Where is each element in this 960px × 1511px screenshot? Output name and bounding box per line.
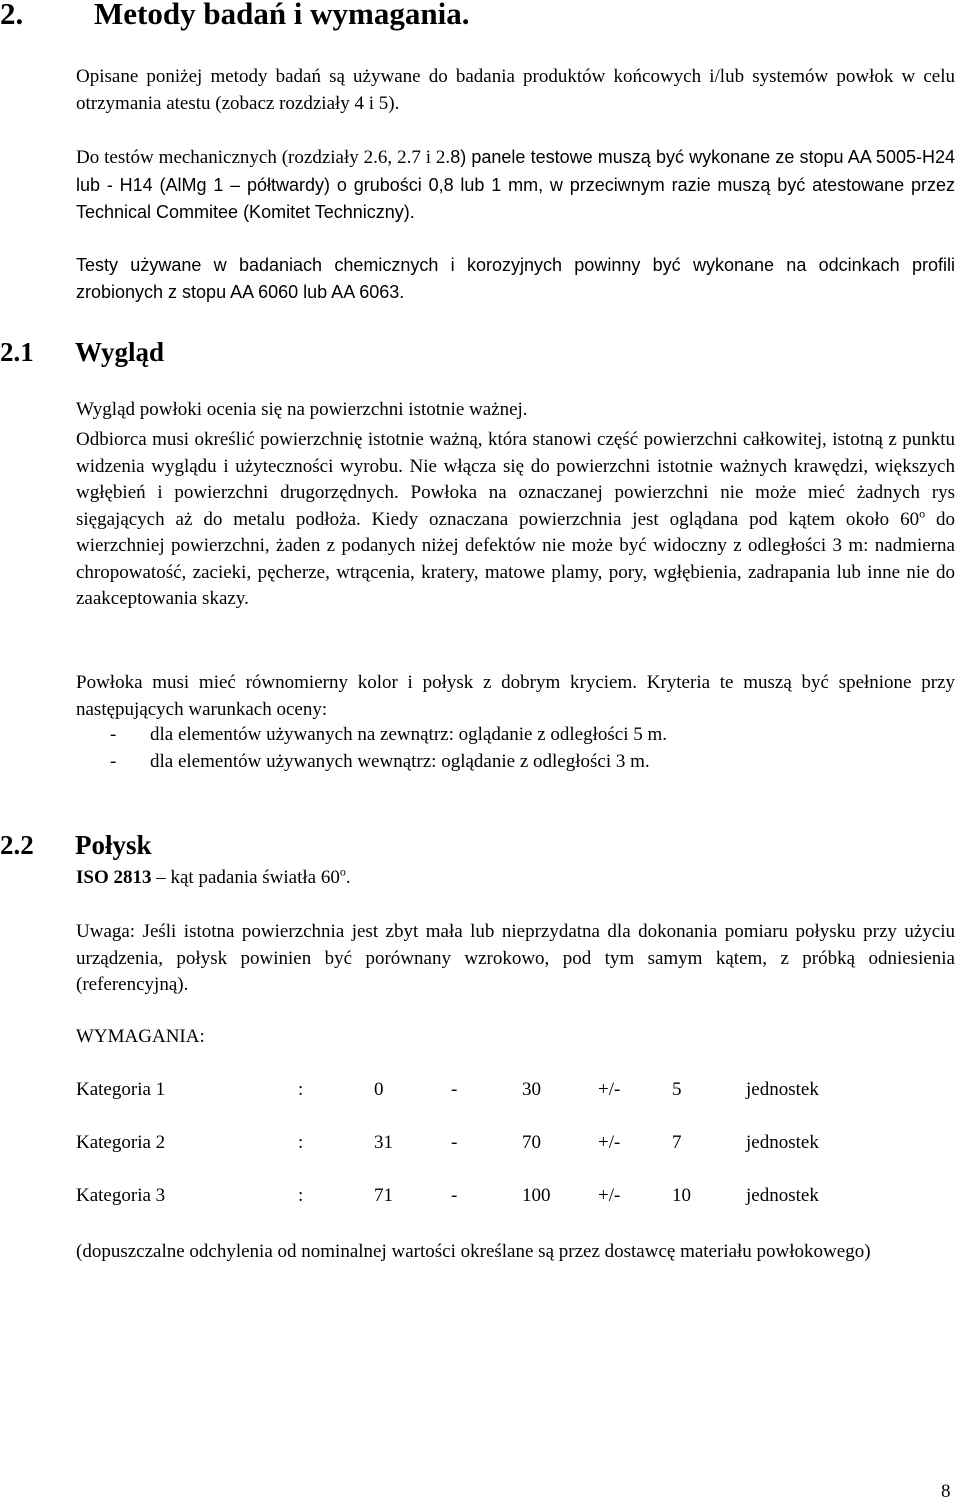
range-high: 70 — [522, 1132, 541, 1153]
category-label: Kategoria 3 — [76, 1185, 166, 1206]
degree-symbol: o — [339, 864, 346, 879]
tolerance-footnote: (dopuszczalne odchylenia od nominalnej wartości określane są przez dostawcę materiału powłokowego) — [76, 1241, 871, 1262]
plus-minus: +/- — [598, 1079, 621, 1100]
appearance-paragraph-2-part-b: do wierzchniej powierzchni, żaden z podanych niżej defektów nie może być widoczny z odległości 3 m: nadmierna chropowatość, zacieki, pęcherze, wtrącenia, kratery, matowe plamy, pory, wgłębienia, zadrapania lub inne nie do zaakceptowania skazy. — [76, 508, 955, 609]
subsection-title: Połysk — [75, 830, 152, 860]
intro-paragraph-3: Testy używane w badaniach chemicznych i korozyjnych powinny być wykonane na odcinkach profili zrobionych z stopu AA 6060 lub AA 6063. — [76, 255, 955, 302]
section-number: 2. — [0, 0, 24, 31]
range-low: 0 — [374, 1079, 384, 1100]
section-title: Metody badań i wymagania. — [94, 0, 470, 31]
list-dash: - — [110, 724, 117, 745]
tolerance: 5 — [672, 1079, 682, 1100]
intro-paragraph-1: Opisane poniżej metody badań są używane do badania produktów końcowych i/lub systemów powłok w celu otrzymania atestu (zobacz rozdziały 4 i 5). — [76, 66, 955, 114]
degree-symbol: o — [919, 506, 926, 521]
appearance-paragraph-3: Powłoka musi mieć równomierny kolor i połysk z dobrym kryciem. Kryteria te muszą być spełnione przy następujących warunkach oceny: — [76, 672, 955, 720]
tolerance: 7 — [672, 1132, 682, 1153]
list-dash: - — [110, 751, 117, 772]
range-dash: - — [451, 1185, 458, 1206]
plus-minus: +/- — [598, 1132, 621, 1153]
range-dash: - — [451, 1079, 458, 1100]
gloss-note: Uwaga: Jeśli istotna powierzchnia jest zbyt mała lub nieprzydatna dla dokonania pomiaru połysku przy użyciu urządzenia, połysk powinien być porównany wzrokowo, pod tym samym kątem, z próbką odniesienia (referencyjną). — [76, 921, 955, 995]
iso-standard-line — [76, 864, 351, 889]
range-low: 31 — [374, 1132, 393, 1153]
requirements-title: WYMAGANIA: — [76, 1026, 205, 1047]
subsection-title: Wygląd — [75, 337, 165, 367]
unit: jednostek — [746, 1185, 819, 1206]
list-item-text: dla elementów używanych na zewnątrz: oglądanie z odległości 5 m. — [150, 724, 668, 745]
iso-standard-end: . — [345, 867, 351, 888]
range-low: 71 — [374, 1185, 393, 1206]
intro-paragraph-2-sans: 8) panele testowe muszą być wykonane ze stopu AA 5005-H24 lub - H14 (AlMg 1 – półtwardy) o grubości 0,8 lub 1 mm, w przeciwnym razie muszą być atestowane przez Technical Commitee (Komitet Techniczny). — [76, 147, 955, 222]
range-high: 100 — [522, 1185, 551, 1206]
category-label: Kategoria 2 — [76, 1132, 166, 1153]
intro-paragraph-2-serif: Do testów mechanicznych (rozdziały 2.6, 2.7 i 2. — [76, 147, 451, 168]
appearance-paragraph-2 — [76, 427, 955, 613]
intro-paragraph-2 — [76, 144, 955, 227]
iso-standard-desc: – kąt padania światła 60 — [151, 867, 340, 888]
row-colon: : — [298, 1079, 304, 1100]
section-heading — [0, 0, 469, 32]
plus-minus: +/- — [598, 1185, 621, 1206]
iso-standard-code: ISO 2813 — [76, 867, 152, 888]
row-colon: : — [298, 1185, 304, 1206]
table-row — [0, 1079, 960, 1105]
subsection-number: 2.2 — [0, 830, 34, 860]
range-dash: - — [451, 1132, 458, 1153]
subsection-heading-2-1 — [0, 337, 164, 368]
subsection-heading-2-2 — [0, 830, 152, 861]
appearance-paragraph-1: Wygląd powłoki ocenia się na powierzchni istotnie ważnej. — [76, 399, 528, 420]
category-label: Kategoria 1 — [76, 1079, 166, 1100]
unit: jednostek — [746, 1132, 819, 1153]
list-item-text: dla elementów używanych wewnątrz: oglądanie z odległości 3 m. — [150, 751, 650, 772]
row-colon: : — [298, 1132, 304, 1153]
appearance-paragraph-2-part-a: Odbiorca musi określić powierzchnię istotnie ważną, która stanowi część powierzchni całkowitej, istotną z punktu widzenia wyglądu i użyteczności wyrobu. Nie włącza się do powierzchni istotnie ważnych krawędzi, większych wgłębień i powierzchni drugorzędnych. Powłoka na oznaczanej powierzchni nie może mieć żadnych rys sięgających aż do metalu podłoża. Kiedy oznaczana powierzchnia jest oglądana pod kątem około 60 — [76, 429, 955, 530]
page-number: 8 — [941, 1481, 951, 1502]
subsection-number: 2.1 — [0, 337, 34, 367]
range-high: 30 — [522, 1079, 541, 1100]
table-row — [0, 1132, 960, 1158]
table-row — [0, 1185, 960, 1211]
unit: jednostek — [746, 1079, 819, 1100]
tolerance: 10 — [672, 1185, 691, 1206]
